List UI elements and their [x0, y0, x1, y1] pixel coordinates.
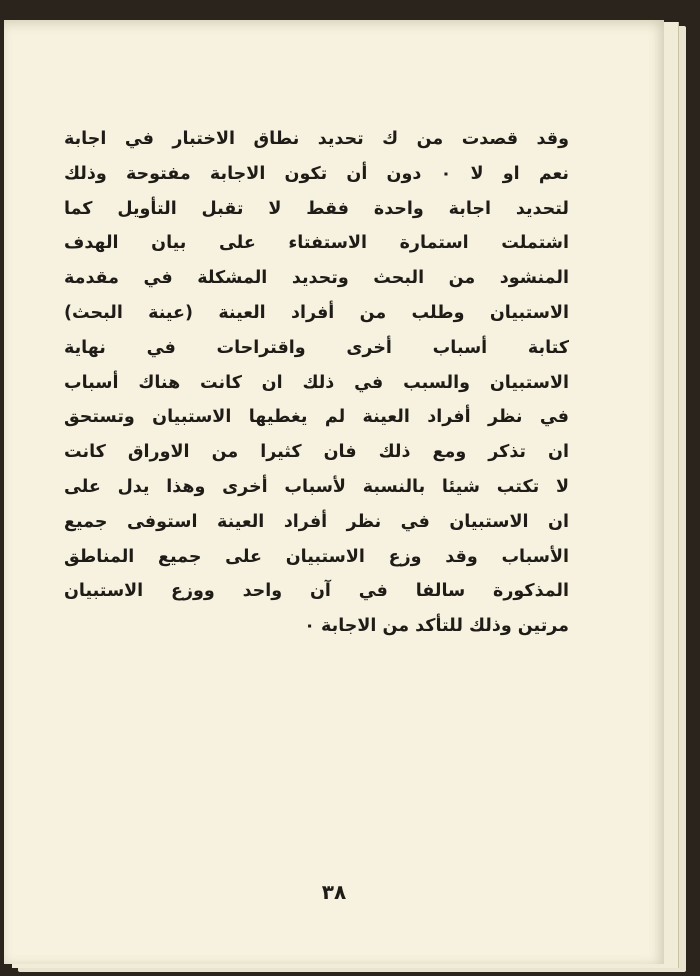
text-line: لا تكتب شيئا بالنسبة لأسباب أخرى وهذا يدل على: [64, 476, 569, 497]
text-line: كتابة أسباب أخرى واقتراحات في نهاية: [64, 337, 569, 358]
text-line: وقد قصدت من ك تحديد نطاق الاختبار في اجابة: [64, 129, 569, 149]
page-number: ٣٨: [321, 880, 347, 904]
text-line: لتحديد اجابة واحدة فقط لا تقبل التأويل كما: [64, 198, 569, 219]
text-line: الأسباب وقد وزع الاستبيان على جميع المناطق: [64, 546, 569, 567]
book-page: [4, 20, 664, 964]
text-line: ان تذكر ومع ذلك فان كثيرا من الاوراق كانت: [64, 442, 569, 463]
text-line: اشتملت استمارة الاستفتاء على بيان الهدف: [64, 233, 569, 254]
text-line: ان الاستبيان في نظر أفراد العينة استوفى جميع: [64, 511, 569, 532]
text-line: في نظر أفراد العينة لم يغطيها الاستبيان وتستحق: [64, 407, 569, 428]
text-line: مرتين وذلك للتأكد من الاجابة ٠: [304, 616, 569, 637]
text-line: الاستبيان وطلب من أفراد العينة (عينة البحث): [64, 302, 569, 323]
text-line: الاستبيان والسبب في ذلك ان كانت هناك أسباب: [64, 372, 569, 393]
body-paragraph: [64, 122, 569, 644]
text-line: نعم او لا ٠ دون أن تكون الاجابة مفتوحة وذلك: [64, 163, 569, 184]
text-line: المنشود من البحث وتحديد المشكلة في مقدمة: [64, 268, 569, 289]
text-line: المذكورة سالفا في آن واحد ووزع الاستبيان: [64, 581, 569, 602]
